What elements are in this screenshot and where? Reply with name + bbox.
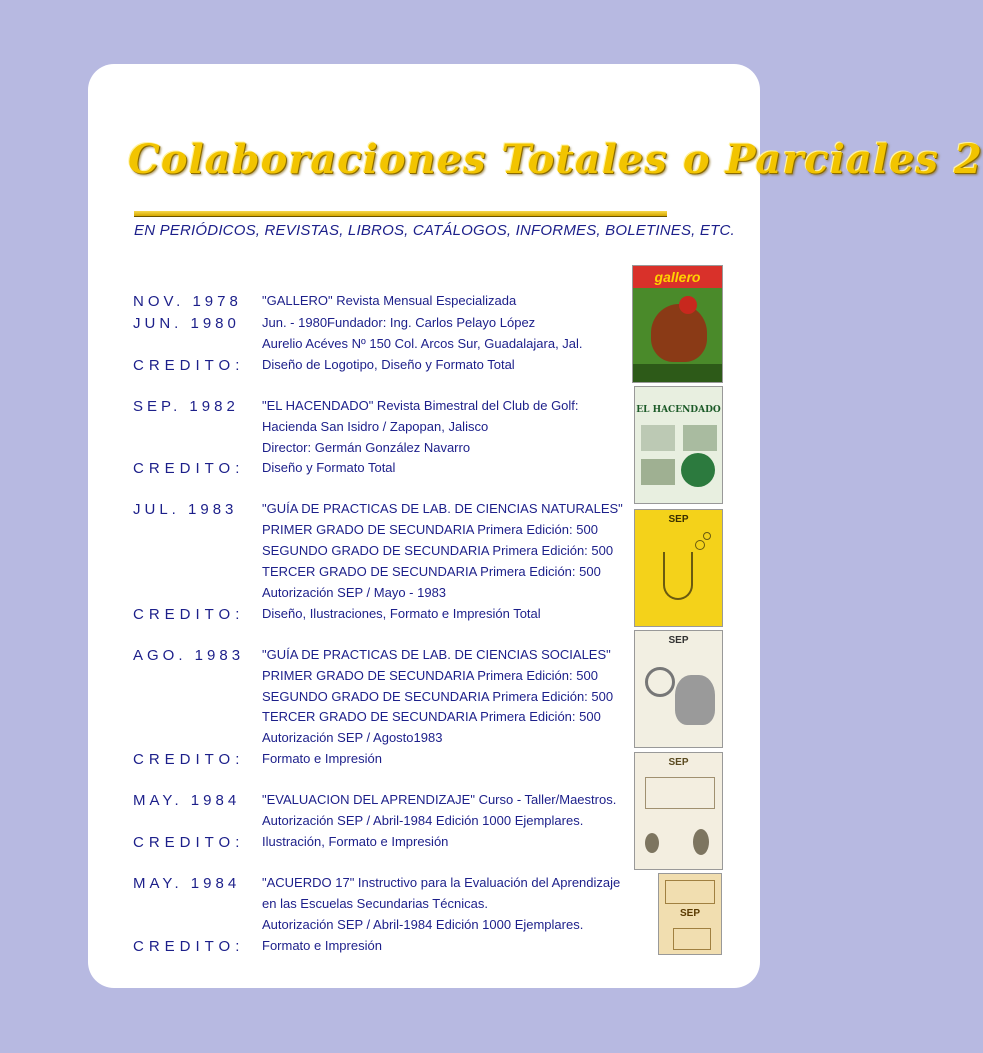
credit-label: CREDITO: [133,751,245,768]
credit-text: Diseño, Ilustraciones, Formato e Impresión Total [262,606,541,621]
gallero-cover-thumb [632,265,723,383]
guia-ciencias-sociales-cover-thumb [634,630,723,748]
credit-text: Diseño y Formato Total [262,460,396,475]
entry-line: "GALLERO" Revista Mensual Especializada [262,293,517,308]
entry-line: Director: Germán González Navarro [262,440,471,455]
entry-date: AGO. 1983 [133,647,245,664]
sep-logo: SEP [668,514,689,525]
entry-line: PRIMER GRADO DE SECUNDARIA Primera Edición: 500 [262,522,598,537]
credit-label: CREDITO: [133,938,245,955]
entry-line: Hacienda San Isidro / Zapopan, Jalisco [262,419,489,434]
entry-line: Jun. - 1980Fundador: Ing. Carlos Pelayo López [262,315,536,330]
entry-line: Autorización SEP / Agosto1983 [262,730,443,745]
sep-logo: SEP [668,635,689,646]
credit-label: CREDITO: [133,834,245,851]
entry-line: SEGUNDO GRADO DE SECUNDARIA Primera Edición: 500 [262,543,614,558]
entry-line: PRIMER GRADO DE SECUNDARIA Primera Edición: 500 [262,668,598,683]
page-subtitle: EN PERIÓDICOS, REVISTAS, LIBROS, CATÁLOGOS, INFORMES, BOLETINES, ETC. [134,222,735,239]
entry-date: NOV. 1978 [133,293,242,310]
entry-date: JUN. 1980 [133,315,240,332]
entry-line: en las Escuelas Secundarias Técnicas. [262,896,488,911]
evaluacion-aprendizaje-cover-thumb [634,752,723,870]
entry-line: "EVALUACION DEL APRENDIZAJE" Curso - Taller/Maestros. [262,792,617,807]
gallero-logo: gallero [654,269,701,285]
entry-date: JUL. 1983 [133,501,238,518]
credit-text: Diseño de Logotipo, Diseño y Formato Total [262,357,515,372]
credit-label: CREDITO: [133,357,245,374]
entry-line: Aurelio Acéves Nº 150 Col. Arcos Sur, Guadalajara, Jal. [262,336,583,351]
entry-date: MAY. 1984 [133,875,241,892]
el-hacendado-logo: EL HACENDADO [636,405,721,415]
entry-line: TERCER GRADO DE SECUNDARIA Primera Edición: 500 [262,564,601,579]
sep-logo: SEP [668,757,689,768]
sep-logo: SEP [679,908,700,919]
credit-text: Formato e Impresión [262,751,382,766]
title-underline [134,211,667,217]
entry-line: "ACUERDO 17" Instructivo para la Evaluación del Aprendizaje [262,875,621,890]
credit-label: CREDITO: [133,606,245,623]
entry-line: TERCER GRADO DE SECUNDARIA Primera Edición: 500 [262,709,601,724]
entry-line: Autorización SEP / Abril-1984 Edición 1000 Ejemplares. [262,917,584,932]
credit-text: Formato e Impresión [262,938,382,953]
credit-text: Ilustración, Formato e Impresión [262,834,449,849]
entry-date: MAY. 1984 [133,792,241,809]
entry-line: "GUÍA DE PRACTICAS DE LAB. DE CIENCIAS SOCIALES" [262,647,611,662]
page-title: Colaboraciones Totales o Parciales 2 [128,136,983,183]
entry-line: Autorización SEP / Mayo - 1983 [262,585,447,600]
entry-date: SEP. 1982 [133,398,239,415]
guia-ciencias-naturales-cover-thumb [634,509,723,627]
credit-label: CREDITO: [133,460,245,477]
el-hacendado-cover-thumb [634,386,723,504]
entry-line: "EL HACENDADO" Revista Bimestral del Club de Golf: [262,398,579,413]
acuerdo-17-cover-thumb [658,873,722,955]
entry-line: SEGUNDO GRADO DE SECUNDARIA Primera Edición: 500 [262,689,614,704]
entry-line: Autorización SEP / Abril-1984 Edición 1000 Ejemplares. [262,813,584,828]
entry-line: "GUÍA DE PRACTICAS DE LAB. DE CIENCIAS NATURALES" [262,501,623,516]
